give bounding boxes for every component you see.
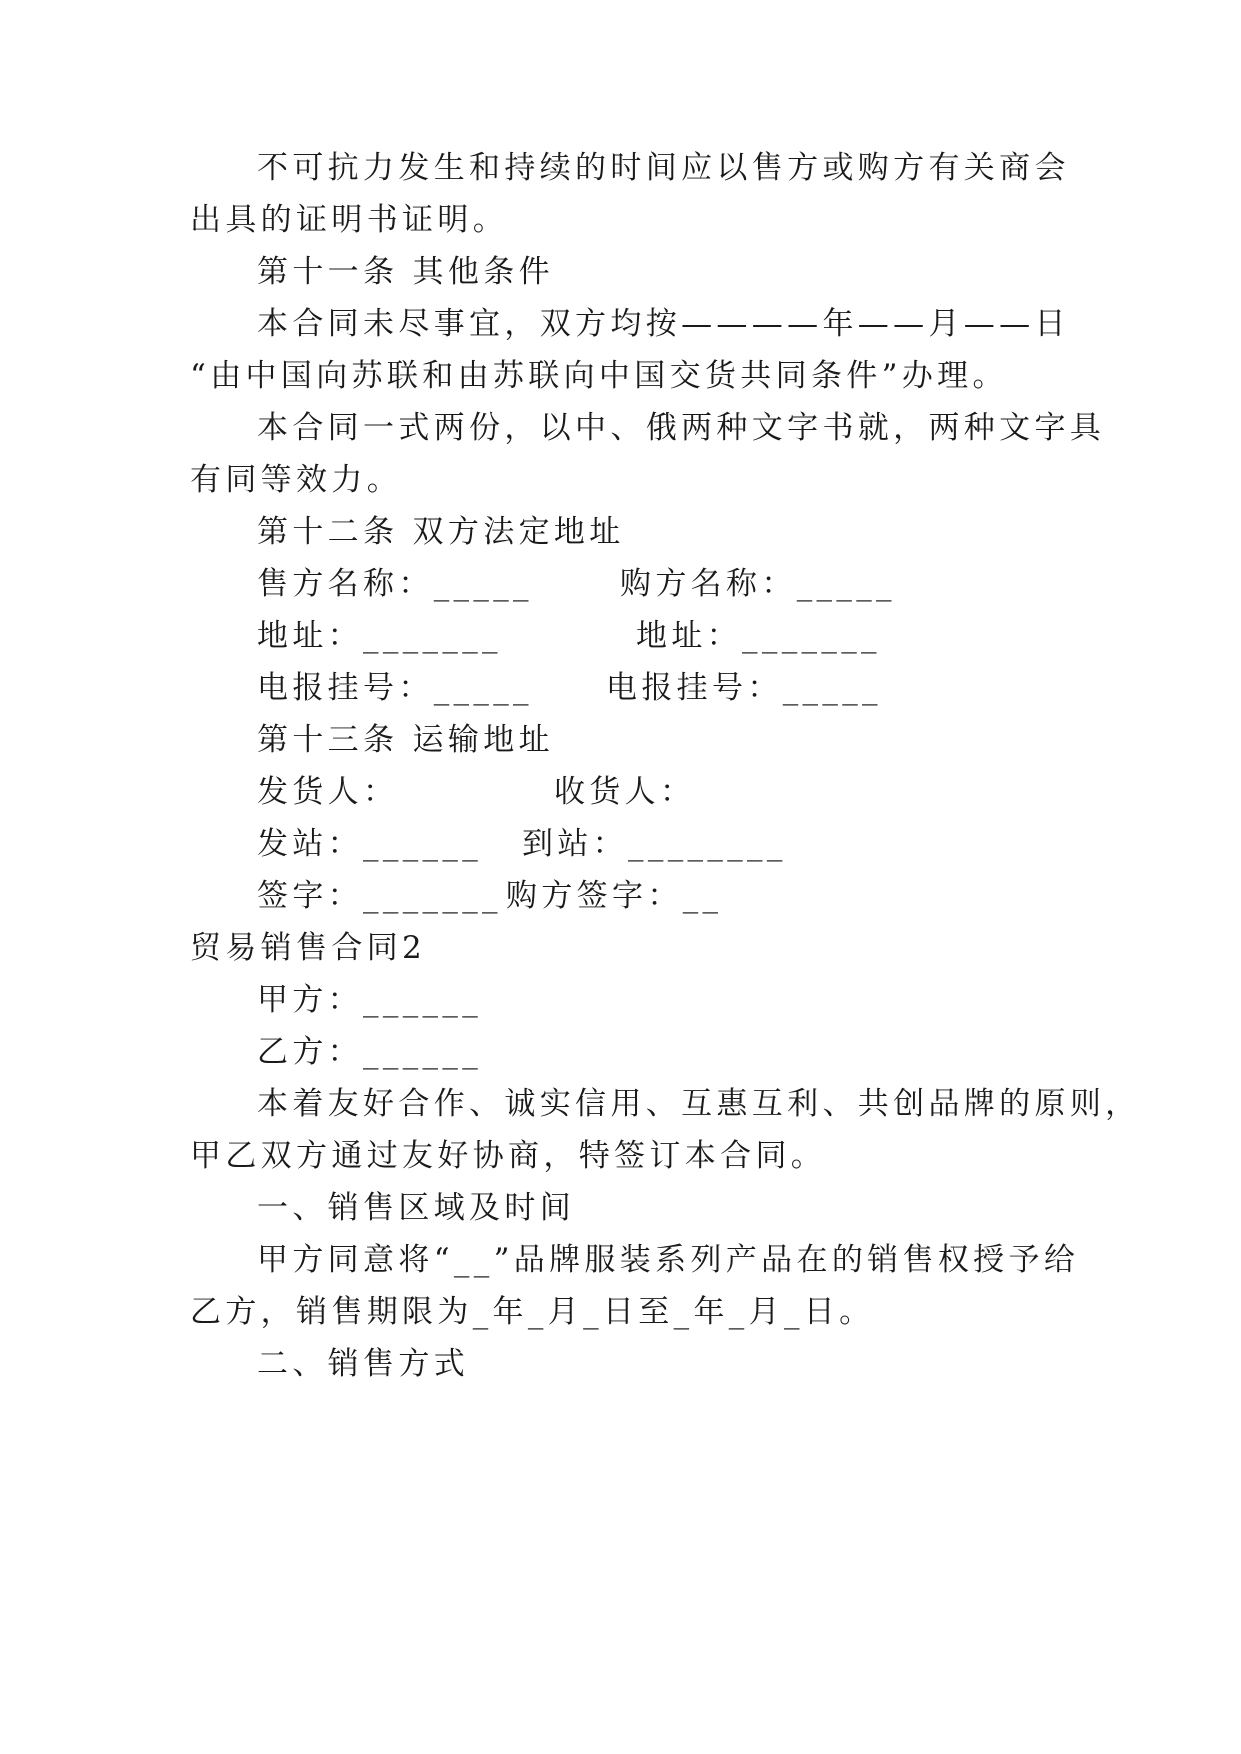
document-title: 贸易销售合同2 [190,930,427,966]
paragraph-line: 乙方，销售期限为_年_月_日至_年_月_日。 [190,1294,875,1330]
section-heading: 一、销售区域及时间 [257,1190,576,1226]
paragraph-line: 不可抗力发生和持续的时间应以售方或购方有关商会 [257,150,1070,186]
buyer-signature-field: 购方签字：__ [506,878,723,914]
section-heading: 第十一条 其他条件 [257,254,554,290]
departure-station-field: 发站：______ [257,826,483,862]
signature-field: 签字：_______ [257,878,502,914]
paragraph-line: 甲方同意将“__”品牌服装系列产品在的销售权授予给 [257,1242,1080,1278]
paragraph-line: “由中国向苏联和由苏联向中国交货共同条件”办理。 [190,358,1008,394]
seller-telegraph-field: 电报挂号：_____ [257,670,533,706]
paragraph-line: 本着友好合作、诚实信用、互惠互利、共创品牌的原则， [257,1086,1141,1122]
seller-name-field: 售方名称：_____ [257,566,533,602]
paragraph-line: 出具的证明书证明。 [190,202,509,238]
arrival-station-field: 到站：________ [522,826,787,862]
party-b-field: 乙方：______ [257,1034,483,1070]
party-a-field: 甲方：______ [257,982,483,1018]
paragraph-line: 甲乙双方通过友好协商，特签订本合同。 [190,1138,827,1174]
buyer-name-field: 购方名称：_____ [620,566,896,602]
seller-address-field: 地址：_______ [257,618,502,654]
shipper-field: 发货人： [257,774,399,810]
buyer-address-field: 地址：_______ [636,618,881,654]
paragraph-line: 有同等效力。 [190,462,403,498]
section-heading: 二、销售方式 [257,1346,470,1382]
consignee-field: 收货人： [554,774,696,810]
paragraph-line: 本合同未尽事宜，双方均按————年——月——日 [257,306,1070,342]
paragraph-line: 本合同一式两份，以中、俄两种文字书就，两种文字具 [257,410,1106,446]
section-heading: 第十三条 运输地址 [257,722,554,758]
section-heading: 第十二条 双方法定地址 [257,514,625,550]
buyer-telegraph-field: 电报挂号：_____ [606,670,882,706]
